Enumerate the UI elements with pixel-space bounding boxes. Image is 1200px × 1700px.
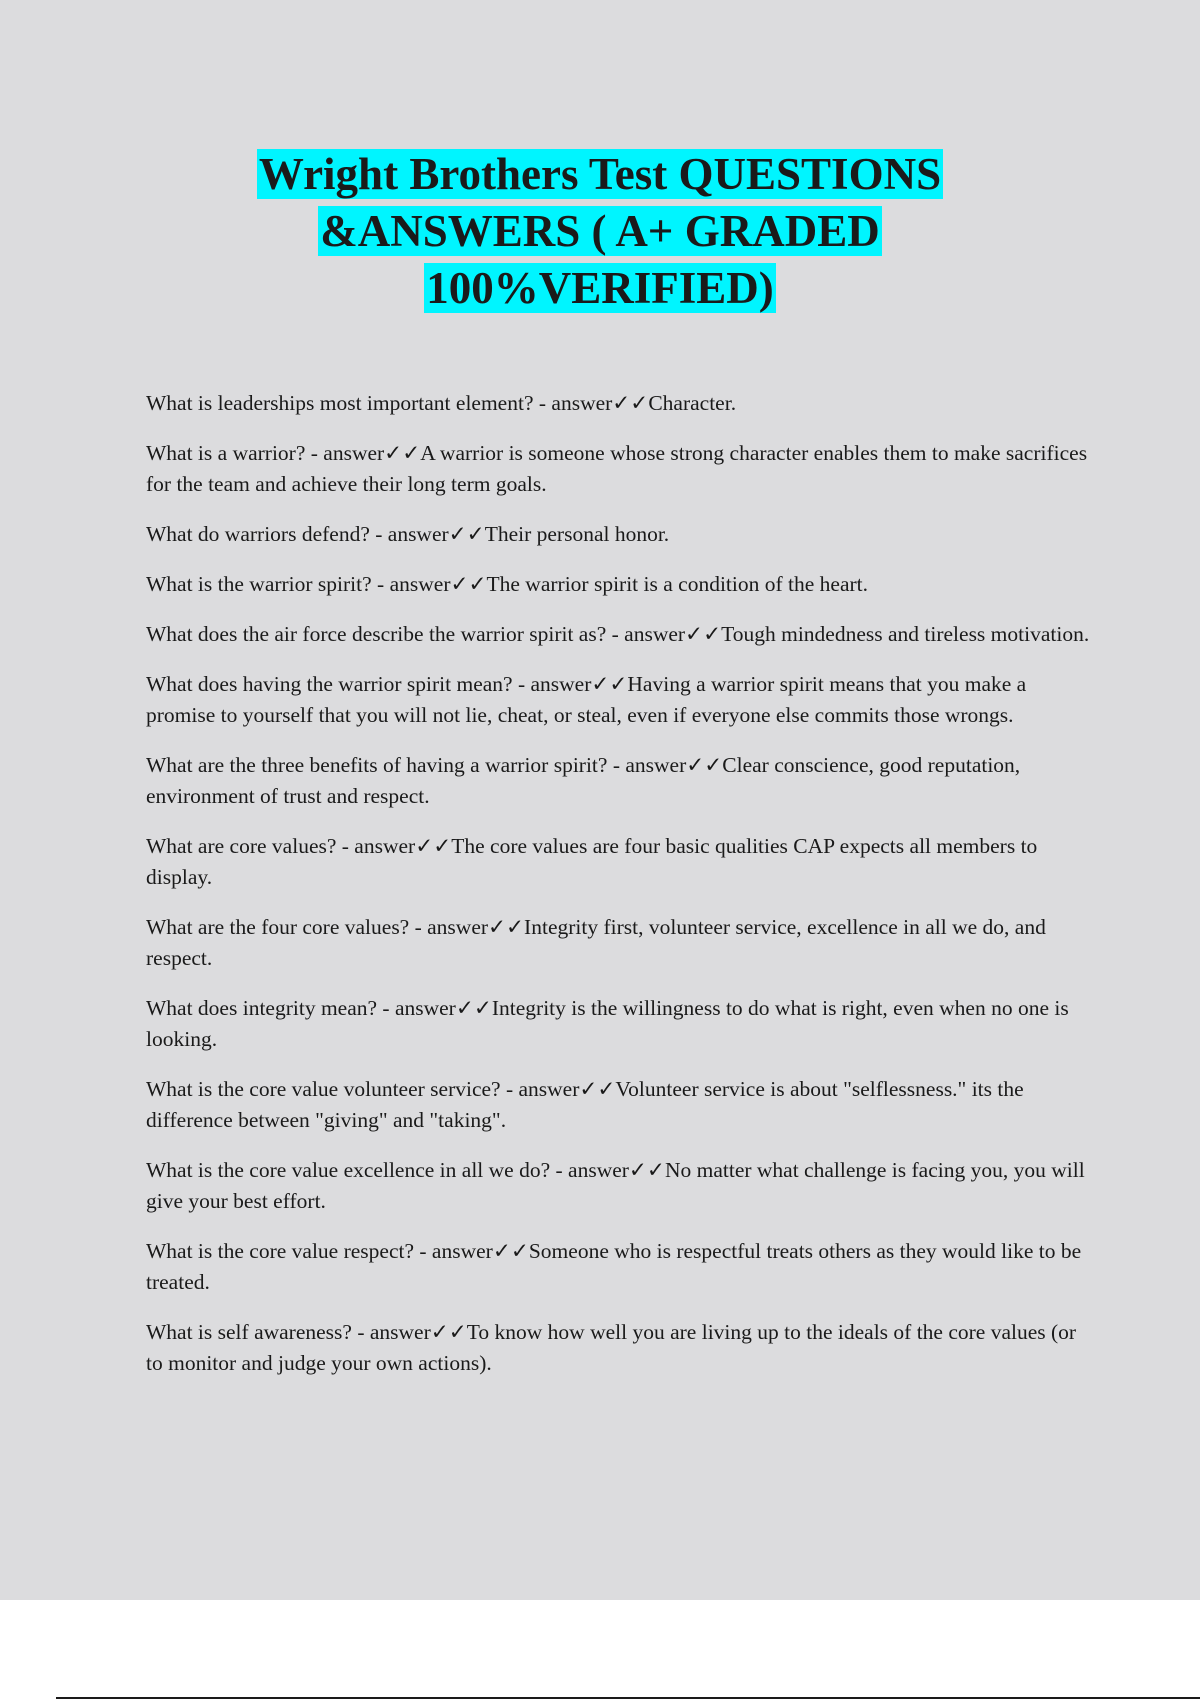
qa-item: What are the three benefits of having a warrior spirit? - answer✓✓Clear conscience, good reputation, environment of trust and respect. [146,753,1021,808]
qa-item: What is the core value excellence in all we do? - answer✓✓No matter what challenge is facing you, you will give your best effort. [146,1158,1085,1213]
qa-item: What is the warrior spirit? - answer✓✓The warrior spirit is a condition of the heart. [146,572,869,596]
qa-item: What is the core value respect? - answer✓✓Someone who is respectful treats others as they would like to be treated. [146,1239,1082,1294]
footer-divider [56,1697,1200,1699]
qa-list [146,388,1091,1398]
qa-item: What does the air force describe the warrior spirit as? - answer✓✓Tough mindedness and tireless motivation. [146,622,1090,646]
qa-item: What does integrity mean? - answer✓✓Integrity is the willingness to do what is right, even when no one is looking. [146,996,1069,1051]
title-line-2: &ANSWERS ( A+ GRADED [320,206,880,256]
qa-item: What is a warrior? - answer✓✓A warrior is someone whose strong character enables them to make sacrifices for the team and achieve their long term goals. [146,441,1088,496]
qa-item: What do warriors defend? - answer✓✓Their personal honor. [146,522,670,546]
document-title [0,146,1200,317]
qa-item: What is the core value volunteer service? - answer✓✓Volunteer service is about "selflessness." its the difference between "giving" and "taking". [146,1077,1024,1132]
qa-item: What are the four core values? - answer✓✓Integrity first, volunteer service, excellence in all we do, and respect. [146,915,1046,970]
qa-item: What are core values? - answer✓✓The core values are four basic qualities CAP expects all members to display. [146,834,1038,889]
title-line-3: 100%VERIFIED) [426,263,774,313]
qa-item: What is leaderships most important element? - answer✓✓Character. [146,391,737,415]
qa-item: What does having the warrior spirit mean? - answer✓✓Having a warrior spirit means that you make a promise to yourself that you will not lie, cheat, or steal, even if everyone else commits those wrongs. [146,672,1027,727]
title-line-1: Wright Brothers Test QUESTIONS [258,149,942,199]
qa-item: What is self awareness? - answer✓✓To know how well you are living up to the ideals of the core values (or to monitor and judge your own actions). [146,1320,1077,1375]
